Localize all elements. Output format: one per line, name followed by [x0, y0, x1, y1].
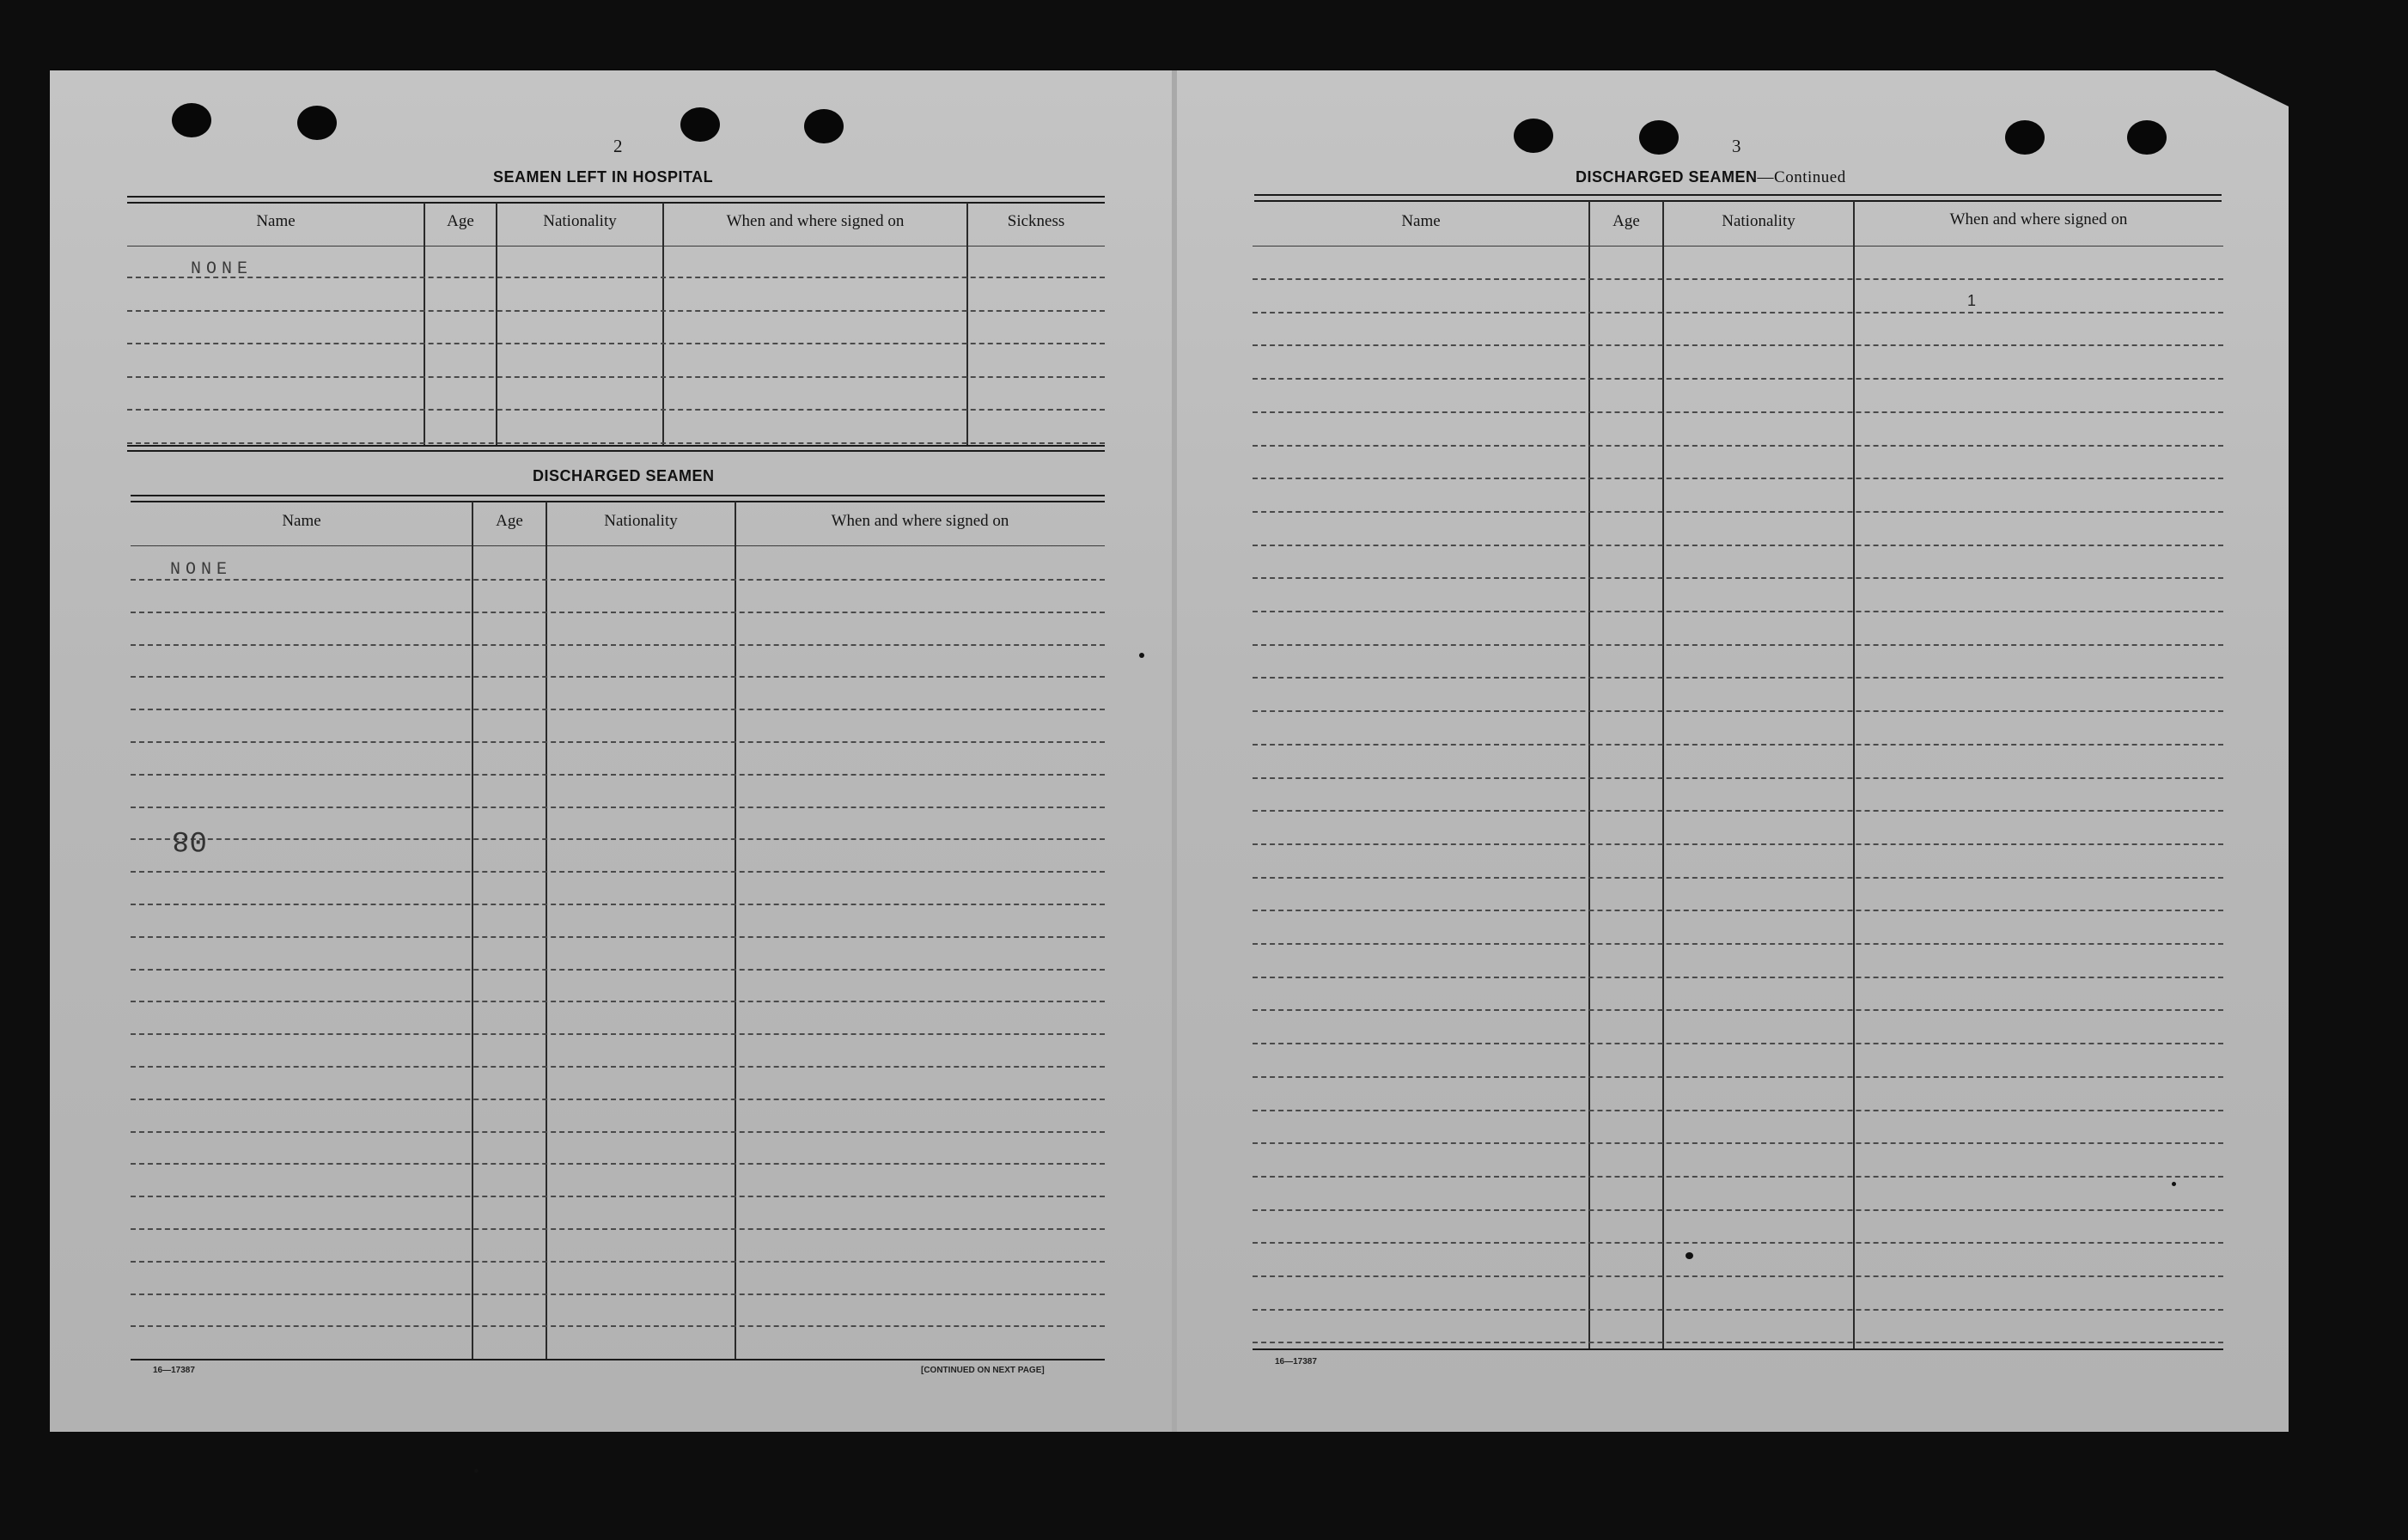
punch-hole [172, 103, 211, 137]
column-line [472, 502, 473, 1359]
form-number: 16—17387 [1275, 1357, 1317, 1367]
ruled-line [127, 376, 1105, 378]
ruled-line [131, 644, 1105, 646]
ruled-line [1253, 644, 2223, 646]
ruled-line [1253, 378, 2223, 380]
table-rule [131, 1359, 1105, 1360]
ruled-line [1253, 1176, 2223, 1178]
punch-hole [1639, 120, 1679, 155]
ruled-line [131, 871, 1105, 873]
column-header: When and where signed on [831, 512, 1009, 530]
ruled-line [1253, 777, 2223, 779]
ruled-line [1253, 1342, 2223, 1343]
speck [1139, 653, 1144, 658]
page-number: 3 [1732, 136, 1741, 156]
ruled-line [131, 1001, 1105, 1002]
ruled-line [1253, 1009, 2223, 1011]
column-header: Nationality [1722, 212, 1795, 230]
ruled-line [131, 1099, 1105, 1100]
ruled-line [1253, 611, 2223, 612]
ruled-line [131, 1033, 1105, 1035]
header-rule [131, 545, 1105, 546]
ruled-line [1253, 843, 2223, 845]
ruled-line [131, 774, 1105, 776]
ruled-line [1253, 943, 2223, 945]
ruled-line [1253, 1076, 2223, 1078]
column-header: Nationality [543, 212, 617, 230]
ruled-line [131, 838, 1105, 840]
ruled-line [1253, 278, 2223, 280]
speck [1686, 1252, 1693, 1259]
form-number: 16—17387 [153, 1366, 195, 1375]
column-header: Name [256, 212, 296, 230]
ruled-line [131, 741, 1105, 743]
ruled-line [1253, 411, 2223, 413]
ruled-line [1253, 977, 2223, 978]
ruled-line [1253, 810, 2223, 812]
pencil-mark: 1 [1967, 292, 1977, 309]
punch-hole [1514, 119, 1553, 153]
table-rule [127, 202, 1105, 204]
ruled-line [1253, 478, 2223, 479]
ruled-line [1253, 344, 2223, 346]
ruled-line [131, 1293, 1105, 1295]
column-header: Age [1612, 212, 1640, 230]
ruled-line [1253, 545, 2223, 546]
ruled-line [131, 807, 1105, 808]
ruled-line [1253, 1043, 2223, 1044]
page-number: 2 [613, 136, 623, 156]
column-line [735, 502, 736, 1359]
column-header: Nationality [604, 512, 678, 530]
punch-hole [2127, 120, 2167, 155]
table-rule [1254, 200, 2222, 202]
punch-hole [804, 109, 844, 143]
ruled-line [1253, 744, 2223, 746]
ruled-line [1253, 1242, 2223, 1244]
page-fold [1172, 70, 1177, 1432]
ruled-line [1253, 910, 2223, 911]
ruled-line [131, 612, 1105, 613]
ruled-line [131, 1196, 1105, 1197]
ruled-line [131, 936, 1105, 938]
ruled-line [131, 676, 1105, 678]
ruled-line [131, 969, 1105, 971]
header-rule [1253, 246, 2223, 247]
column-header: When and where signed on [1949, 210, 2128, 228]
column-header: Age [496, 512, 523, 530]
ruled-line [127, 310, 1105, 312]
speck [474, 1469, 479, 1473]
discharged-section-title: DISCHARGED SEAMEN [533, 467, 715, 484]
punch-hole [2005, 120, 2045, 155]
ruled-line [127, 343, 1105, 344]
column-line [546, 502, 547, 1359]
table-rule [131, 501, 1105, 502]
ruled-line [127, 409, 1105, 411]
ruled-line [131, 579, 1105, 581]
column-header: Sickness [1007, 212, 1065, 230]
ruled-line [131, 1066, 1105, 1068]
ruled-line [1253, 1142, 2223, 1144]
ruled-line [1253, 877, 2223, 879]
ruled-line [131, 1163, 1105, 1165]
hospital-entry: NONE [191, 259, 253, 279]
hospital-section-title: SEAMEN LEFT IN HOSPITAL [493, 168, 714, 186]
ruled-line [131, 1228, 1105, 1230]
continued-note: [CONTINUED ON NEXT PAGE] [921, 1366, 1045, 1375]
ruled-line [1253, 445, 2223, 447]
speck [2172, 1182, 2176, 1186]
table-rule [127, 445, 1105, 447]
column-header: Name [1401, 212, 1441, 230]
table-rule [127, 450, 1105, 452]
stamp-number: 08 [172, 823, 207, 855]
ruled-line [127, 277, 1105, 278]
ruled-line [1253, 1275, 2223, 1277]
ruled-line [1253, 577, 2223, 579]
punch-hole [680, 107, 720, 142]
ruled-line [131, 1261, 1105, 1263]
ruled-line [131, 1131, 1105, 1133]
ruled-line [1253, 511, 2223, 513]
header-rule [127, 246, 1105, 247]
table-rule [1253, 1348, 2223, 1350]
ruled-line [1253, 1209, 2223, 1211]
ruled-line [1253, 677, 2223, 679]
punch-hole [297, 106, 337, 140]
discharged-continued-title: DISCHARGED SEAMEN—Continued [1576, 168, 1846, 186]
ruled-line [131, 1325, 1105, 1327]
right-page [1175, 70, 2289, 1432]
table-rule [1254, 194, 2222, 196]
ruled-line [1253, 1309, 2223, 1311]
ruled-line [1253, 710, 2223, 712]
ruled-line [127, 442, 1105, 444]
column-header: Name [282, 512, 321, 530]
ruled-line [131, 904, 1105, 905]
column-header: Age [447, 212, 474, 230]
ruled-line [1253, 1110, 2223, 1111]
ruled-line [1253, 312, 2223, 313]
table-rule [131, 495, 1105, 496]
table-rule [127, 196, 1105, 198]
column-header: When and where signed on [726, 212, 905, 230]
ruled-line [131, 709, 1105, 710]
discharged-entry: NONE [170, 560, 233, 580]
